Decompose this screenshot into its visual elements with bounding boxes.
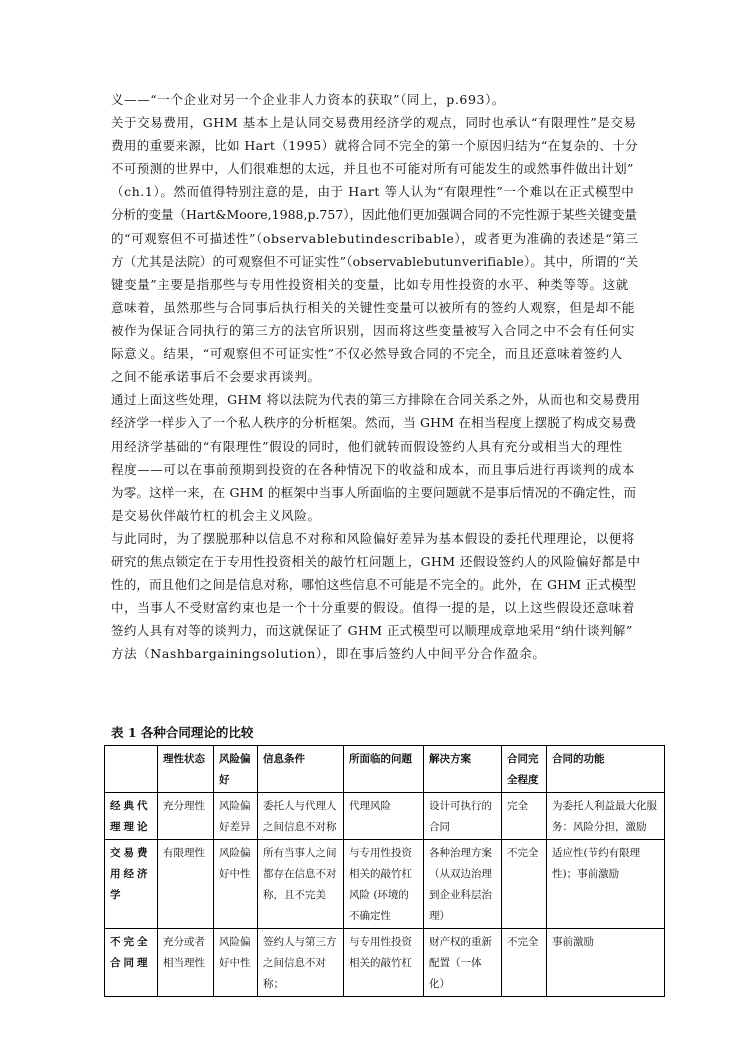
text-line: 键变量”主要是指那些与专用性投资相关的变量，比如专用性投资的水平、种类等等。这就 bbox=[111, 277, 629, 292]
text-line: 被作为保证合同执行的第三方的法官所识别，因而将这些变量被写入合同之中不会有任何实 bbox=[111, 323, 636, 338]
text-line: 研究的焦点锁定在于专用性投资相关的敲竹杠问题上，GHM 还假设签约人的风险偏好都是中 bbox=[111, 554, 641, 569]
text-line: 之间不能承诺事后不会要求再谈判。 bbox=[111, 369, 321, 384]
header-cell: 风险偏好 bbox=[214, 746, 258, 793]
table-cell: 签约人与第三方之间信息不对称； bbox=[258, 929, 344, 997]
text-line: 分析的变量（Hart&Moore,1988,p.757），因此他们更加强调合同的不完性源于某些关键变量 bbox=[111, 207, 638, 222]
table-row bbox=[105, 840, 665, 929]
header-cell: 合同的功能 bbox=[547, 746, 665, 793]
table-cell: 事前激励 bbox=[547, 929, 665, 997]
table-cell: 设计可执行的合同 bbox=[424, 793, 502, 840]
table-row bbox=[105, 929, 665, 997]
table-cell: 所有当事人之间都存在信息不对称，且不完美 bbox=[258, 840, 344, 929]
text-line: （ch.1）。然而值得特别注意的是，由于 Hart 等人认为“有限理性”一个难以在正式模型中 bbox=[111, 184, 635, 199]
header-cell: 解决方案 bbox=[424, 746, 502, 793]
table-cell: 有限理性 bbox=[158, 840, 214, 929]
table-cell: 与专用性投资相关的敲竹杠 bbox=[344, 929, 424, 997]
text-line: 与此同时，为了摆脱那种以信息不对称和风险偏好差异为基本假设的委托代理理论，以便将 bbox=[111, 531, 636, 546]
table-cell: 各种治理方案（从双边治理到企业科层治理） bbox=[424, 840, 502, 929]
table-cell: 充分理性 bbox=[158, 793, 214, 840]
comparison-table bbox=[104, 745, 665, 997]
row-head-cell: 经典代理理论 bbox=[105, 793, 158, 840]
table-cell: 为委托人利益最大化服务：风险分担，激励 bbox=[547, 793, 665, 840]
text-line: 性的，而且他们之间是信息对称，哪怕这些信息不可能是不完全的。此外，在 GHM 正式模型 bbox=[111, 577, 637, 592]
table-cell: 代理风险 bbox=[344, 793, 424, 840]
table-cell: 风险偏好中性 bbox=[214, 929, 258, 997]
text-line: 意味着，虽然那些与合同事后执行相关的关键性变量可以被所有的签约人观察，但是却不能 bbox=[111, 300, 636, 315]
header-cell: 合同完全程度 bbox=[502, 746, 547, 793]
table-cell: 完全 bbox=[502, 793, 547, 840]
text-line: 经济学一样步入了一个私人秩序的分析框架。然而，当 GHM 在相当程度上摆脱了构成交易费 bbox=[111, 415, 637, 430]
text-line: 的“可观察但不可描述性”（observablebutindescribable），或者更为准确的表述是“第三 bbox=[111, 231, 639, 246]
table-row bbox=[105, 793, 665, 840]
row-head-cell: 交易费用经济学 bbox=[105, 840, 158, 929]
text-line: 费用的重要来源，比如 Hart（1995）就将合同不完全的第一个原因归结为“在复杂的、十分 bbox=[111, 138, 639, 153]
text-line: 是交易伙伴敲竹杠的机会主义风险。 bbox=[111, 508, 321, 523]
table-cell: 委托人与代理人之间信息不对称 bbox=[258, 793, 344, 840]
text-line: 用经济学基础的“有限理性”假设的同时，他们就转而假设签约人具有充分或相当大的理性 bbox=[111, 439, 623, 454]
table-cell: 风险偏好中性 bbox=[214, 840, 258, 929]
text-line: 方（尤其是法院）的可观察但不可证实性”（observablebutunverifiable）。其中，所谓的“关 bbox=[111, 254, 639, 269]
text-line: 方法（Nashbargainingsolution），即在事后签约人中间平分合作盈余。 bbox=[111, 646, 546, 661]
text-line: 程度——可以在事前预期到投资的在各种情况下的收益和成本，而且事后进行再谈判的成本 bbox=[111, 462, 636, 477]
table-header-row bbox=[105, 746, 665, 793]
header-cell: 理性状态 bbox=[158, 746, 214, 793]
text-line: 际意义。结果，“可观察但不可证实性”不仅必然导致合同的不完全，而且还意味着签约人 bbox=[111, 346, 623, 361]
table-cell: 财产权的重新配置（一体化） bbox=[424, 929, 502, 997]
text-line: 为零。这样一来，在 GHM 的框架中当事人所面临的主要问题就不是事后情况的不确定性，而 bbox=[111, 485, 637, 500]
table-cell: 不完全 bbox=[502, 929, 547, 997]
text-line: 关于交易费用，GHM 基本上是认同交易费用经济学的观点，同时也承认“有限理性”是交易 bbox=[111, 115, 637, 130]
table-cell: 充分或者相当理性 bbox=[158, 929, 214, 997]
text-line: 中，当事人不受财富约束也是一个十分重要的假设。值得一提的是，以上这些假设还意味着 bbox=[111, 600, 636, 615]
table-cell: 风险偏好差异 bbox=[214, 793, 258, 840]
row-head-cell: 不完全合同理 bbox=[105, 929, 158, 997]
text-line: 通过上面这些处理，GHM 将以法院为代表的第三方排除在合同关系之外，从而也和交易费用 bbox=[111, 392, 641, 407]
table-cell: 与专用性投资相关的敲竹杠风险 (环境的不确定性 bbox=[344, 840, 424, 929]
header-cell: 所面临的问题 bbox=[344, 746, 424, 793]
header-cell bbox=[105, 746, 158, 793]
table-caption: 表 1 各种合同理论的比较 bbox=[111, 725, 254, 740]
text-line: 义——“一个企业对另一个企业非人力资本的获取”（同上，p.693）。 bbox=[111, 92, 506, 107]
table-cell: 适应性(节约有限理性)；事前激励 bbox=[547, 840, 665, 929]
header-cell: 信息条件 bbox=[258, 746, 344, 793]
text-line: 签约人具有对等的谈判力，而这就保证了 GHM 正式模型可以顺理成章地采用“纳什谈判解” bbox=[111, 623, 633, 638]
table-cell: 不完全 bbox=[502, 840, 547, 929]
text-line: 不可预测的世界中，人们很难想的太远，并且也不可能对所有可能发生的或然事件做出计划” bbox=[111, 161, 634, 176]
